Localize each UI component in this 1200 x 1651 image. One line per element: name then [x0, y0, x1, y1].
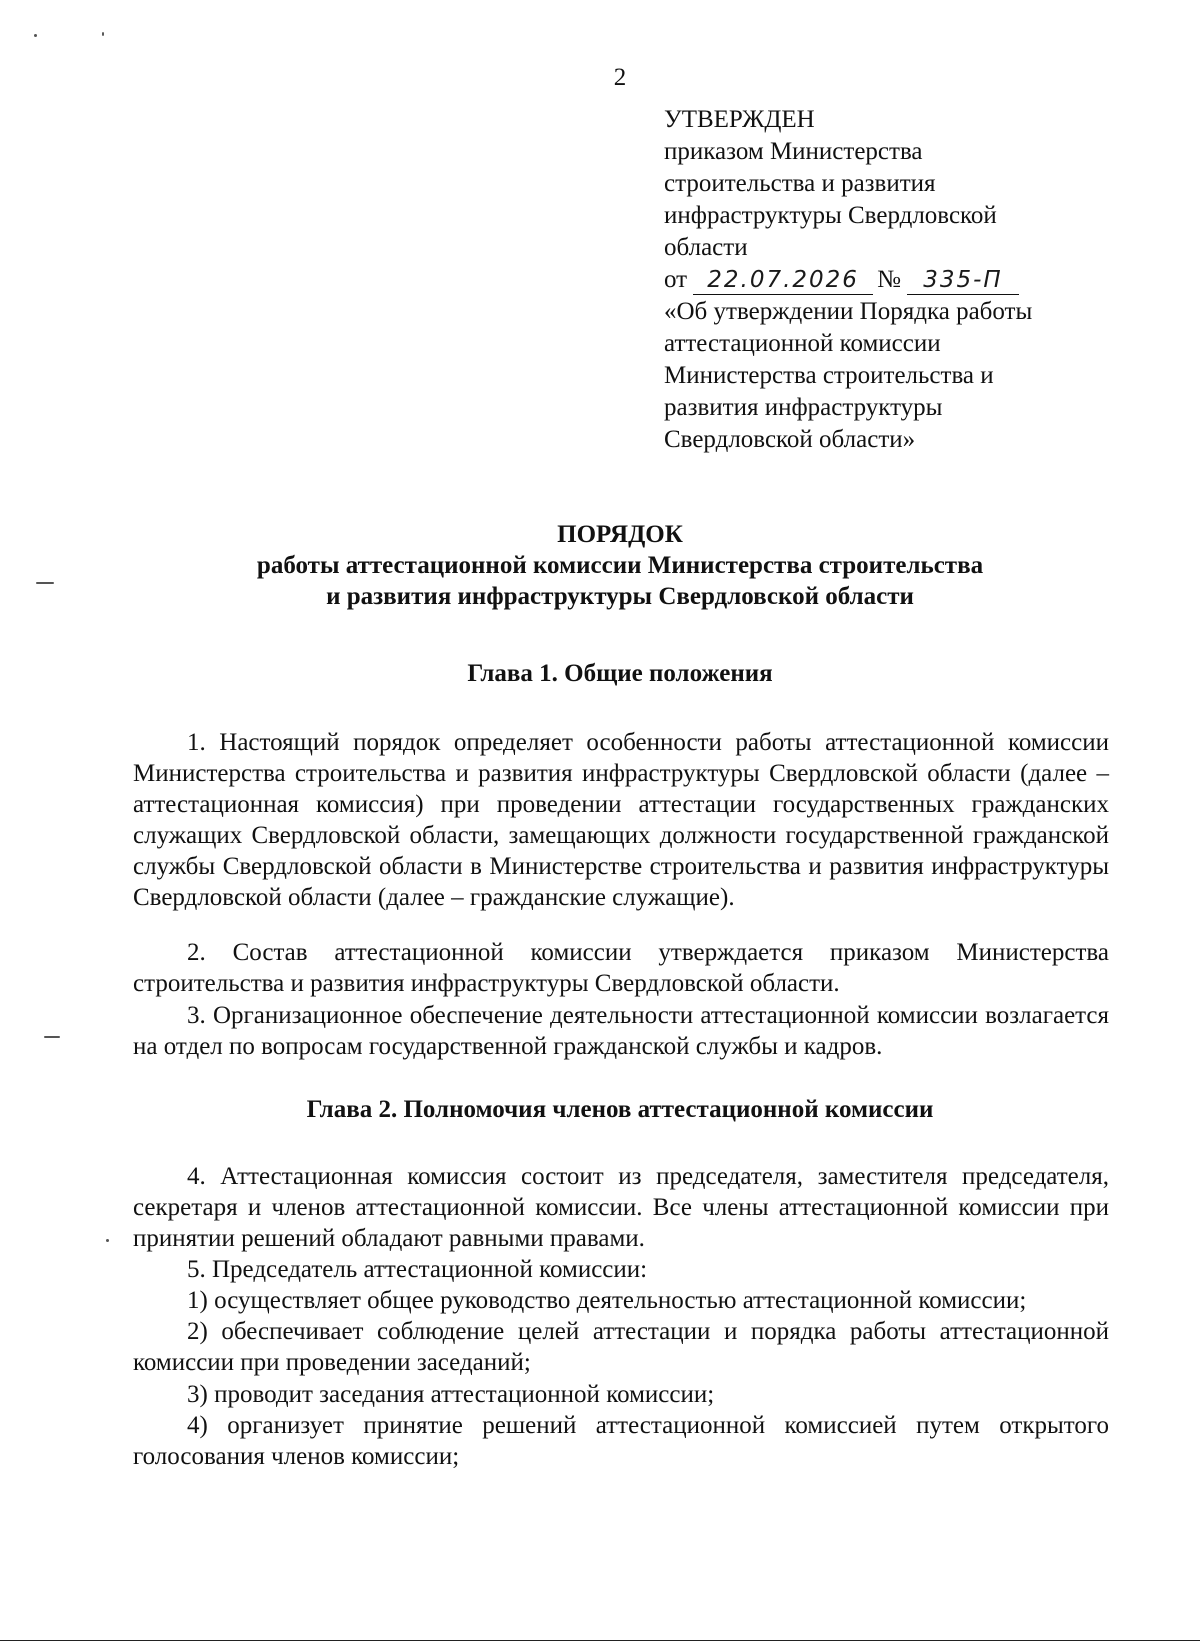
chapter-2-heading: Глава 2. Полномочия членов аттестационной комиссии [306, 1096, 934, 1123]
document-title [0, 519, 1200, 612]
approval-block [664, 104, 1084, 456]
approval-heading: УТВЕРЖДЕН [664, 106, 815, 133]
order-title-line: аттестационной комиссии [664, 330, 941, 357]
title-main: ПОРЯДОК [557, 521, 683, 548]
approval-line: инфраструктуры Свердловской [664, 202, 997, 229]
order-date-number-row [664, 264, 1084, 296]
page-number: 2 [613, 64, 627, 91]
order-title-line: «Об утверждении Порядка работы [664, 298, 1033, 325]
number-sign: № [877, 266, 901, 293]
approval-line: строительства и развития [664, 170, 936, 197]
scan-speck [102, 32, 104, 36]
scan-speck [34, 34, 37, 37]
approval-line: приказом Министерства [664, 138, 923, 165]
title-line-3: и развития инфраструктуры Свердловской области [326, 583, 914, 610]
chapter-1-heading: Глава 1. Общие положения [467, 660, 773, 687]
list-item-5-2: 2) обеспечивает соблюдение целей аттестации и порядка работы аттестационной комиссии при проведении заседаний; [133, 1318, 1109, 1376]
handwritten-number: 335-П [907, 266, 1019, 295]
date-prefix: от [664, 266, 688, 293]
scan-speck [44, 1036, 60, 1038]
paragraph-5: 5. Председатель аттестационной комиссии: [187, 1256, 648, 1283]
title-line-2: работы аттестационной комиссии Министерства строительства [256, 552, 984, 579]
paragraph-1: 1. Настоящий порядок определяет особенности работы аттестационной комиссии Министерства строительства и развития инфраструктуры Свердловской области (далее – аттестационная комиссия) при проведении аттестации государственных гражданских служащих Свердловской области, замещающих должности государственной гражданской службы Свердловской области в Министерстве строительства и развития инфраструктуры Свердловской области (далее – гражданские служащие). [133, 729, 1109, 911]
handwritten-date: 22.07.2026 [693, 266, 873, 295]
paragraph-4: 4. Аттестационная комиссия состоит из председателя, заместителя председателя, секретаря и членов аттестационной комиссии. Все члены аттестационной комиссии при принятии решений обладают равными правами. [133, 1163, 1109, 1252]
paragraph-3: 3. Организационное обеспечение деятельности аттестационной комиссии возлагается на отдел по вопросам государственной гражданской службы и кадров. [133, 1002, 1109, 1060]
scan-bottom-edge [0, 1640, 1200, 1641]
order-title-line: Свердловской области» [664, 426, 916, 453]
approval-line: области [664, 234, 748, 261]
order-title-line: Министерства строительства и [664, 362, 994, 389]
list-item-5-3: 3) проводит заседания аттестационной комиссии; [187, 1381, 715, 1408]
paragraph-2: 2. Состав аттестационной комиссии утверждается приказом Министерства строительства и развития инфраструктуры Свердловской области. [133, 939, 1109, 997]
scan-speck [106, 1239, 109, 1242]
scan-speck [36, 582, 54, 584]
list-item-5-1: 1) осуществляет общее руководство деятельностью аттестационной комиссии; [187, 1287, 1027, 1314]
list-item-5-4: 4) организует принятие решений аттестационной комиссией путем открытого голосования членов комиссии; [133, 1412, 1109, 1470]
order-title-line: развития инфраструктуры [664, 394, 943, 421]
